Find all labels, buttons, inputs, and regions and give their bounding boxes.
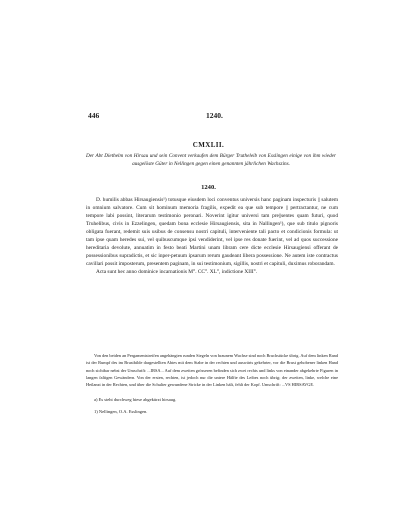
document-number: CMXLII. (192, 141, 225, 149)
footnotes (86, 396, 338, 420)
running-year: 1240. (206, 111, 223, 120)
body-paragraph: D. humilis abbas Hirsaugiensis¹) totusque eiusdem loci conventus universis hanc paginam inspecturis || salutem in omnium salvatore. Cum sit hominum memoria fragilis, expedit ea que sub tempore || pertractantur, ne cum tempore labi possint, literarum testimonio peronari. Noverint igitur universi tam pre||sentes quam futuri, quod Truhelibus, civis in Ezzelingen, quedam bona ecclesie Hirsaugiensis, sita in Nallingen¹), que sub titulo pignoris obligata fuerant, redemit suis usibus de consensu nostri capituli, interveniente tali pacto et condicionis formula: ut tam ipse quam heredes sui, vel quibuscumque ipsi vendiderint, vel ipse res donate fuerint, vel ad quos successione hereditaria devolute, annuatim in festo beati Martini unam libram cere dicte ecclesie Hirsaugiensi offerant de possessionibus supradictis, et sic inper-petuum ipsarum rerum gaudeant libera possessione. Ne autem iste contractus cavillari possit imposterum, presentem paginam, in sui testimonium, sigillis, nostri et capituli, duximus roborandam. (86, 197, 338, 268)
footnote: 1) Nellingen, O.A. Esslingen. (94, 409, 148, 414)
document-date: 1240. (201, 184, 216, 191)
seal-description (86, 352, 338, 388)
description-paragraph: Von den beiden an Pergamentstreifen angehängten runden Siegeln von braunem Wachse sind noch Bruchstücke übrig. Auf dem linken Rand ist der Rumpf des im Brustbilde dargestellten Abtes mit dem Stabe in der rechten und auswärts gekehrter, vor die Brust gehobener linken Hand noch sichtbar nebst der Umschrift: ...IRSA... Auf dem zweiten grösseren befinden sich zwei rechts und links von einander abgekehrte Figuren in langen faltigen Gewändern. Von der ersten, rechten, ist jedoch nur die untere Hälfte des Leibes noch übrig; der zweiten, linke, welche eine Heilanzt in der Rechten, und über die Schulter gewundene Stricke in der Linken hält, fehlt der Kopf. Umschrift: ...VS HIRSAVGE. (86, 353, 338, 388)
page-number: 446 (88, 111, 100, 120)
document-regest: Der Abt Diethelm von Hirsau und sein Convent verkaufen dem Bürger Trutheleib von Esslingen einige von ihm wieder ausgelöste Güter in Nellingen gegen einen genannten jährlichen Wachszins. (86, 153, 336, 168)
body-paragraph: Acta sunt hec anno dominice incarnationis M°. CC°. XL°, indictione XIII°. (96, 269, 258, 276)
footnote: a) Es steht durchweg hiese abgekürzt hirsaug. (94, 397, 177, 402)
document-body (86, 196, 338, 276)
